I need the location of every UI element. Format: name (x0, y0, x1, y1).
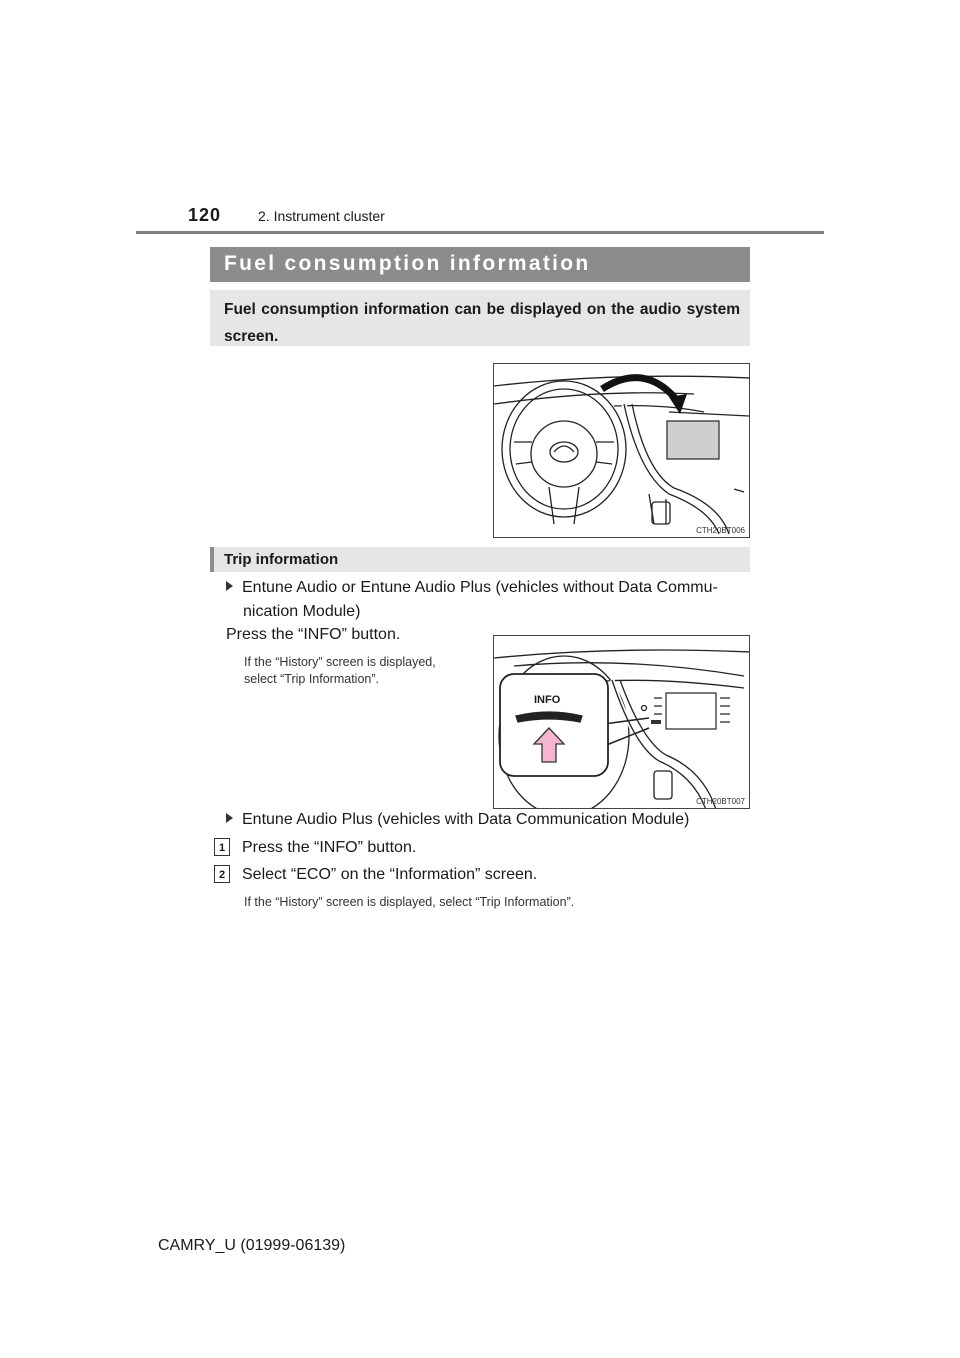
figure-code: CTH20BT007 (696, 797, 745, 806)
step-1 (214, 838, 416, 857)
bullet-text-cont: nication Module) (243, 603, 361, 620)
subheading-bar (210, 547, 750, 572)
page-title: Fuel consumption information (224, 252, 591, 275)
figure-code: CTH20BT006 (696, 526, 745, 535)
step-text: Select “ECO” on the “Information” screen. (242, 866, 538, 883)
step-text: Press the “INFO” button. (242, 839, 417, 856)
note-text: If the “History” screen is displayed, select “Trip Information”. (244, 895, 575, 909)
step-number-badge: 2 (214, 865, 230, 883)
triangle-bullet-icon (226, 813, 233, 823)
intro-text: Fuel consumption information can be displayed on the audio system screen. (224, 301, 740, 345)
note-line: If the “History” screen is displayed, (244, 655, 436, 669)
triangle-bullet-icon (226, 581, 233, 591)
info-button-label: INFO (534, 694, 561, 706)
bullet-item-without-dcm (226, 576, 750, 624)
page-number: 120 (188, 205, 222, 225)
note-line: select “Trip Information”. (244, 672, 379, 686)
header-rule (136, 231, 824, 234)
bullet-text: Entune Audio or Entune Audio Plus (vehicles without Data Commu- (242, 579, 718, 596)
info-button-illustration (494, 636, 750, 809)
instruction-text: Press the “INFO” button. (226, 626, 401, 643)
info-button-figure (493, 635, 750, 809)
intro-box (210, 290, 750, 346)
section-title: 2. Instrument cluster (258, 208, 385, 224)
bullet-text: Entune Audio Plus (vehicles with Data Communication Module) (242, 811, 690, 828)
step-number-badge: 1 (214, 838, 230, 856)
title-bar (210, 247, 750, 282)
dashboard-figure (493, 363, 750, 538)
bullet-item-with-dcm (226, 811, 689, 829)
dashboard-illustration (494, 364, 750, 538)
step-2 (214, 865, 537, 884)
subheading: Trip information (224, 551, 339, 568)
note-text (244, 654, 436, 688)
footer-doc-id: CAMRY_U (01999-06139) (158, 1237, 346, 1254)
